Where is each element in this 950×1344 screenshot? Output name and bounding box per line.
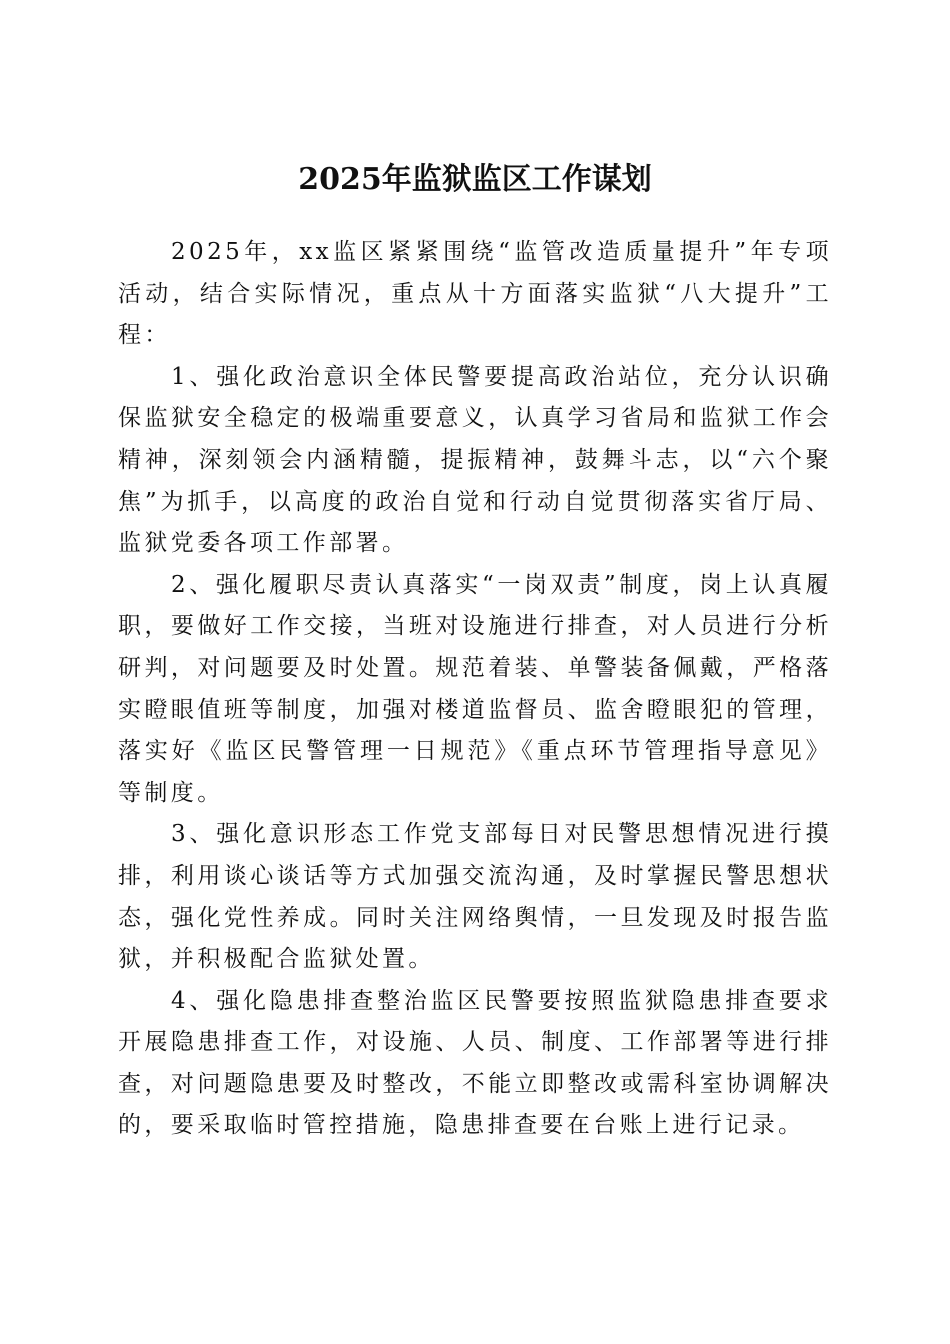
paragraph-item-3: 3、强化意识形态工作党支部每日对民警思想情况进行摸排，利用谈心谈话等方式加强交流沟通，及时掌握民警思想状态，强化党性养成。同时关注网络舆情，一旦发现及时报告监狱，并积极配合监狱处置。: [118, 821, 832, 973]
paragraph-item-2: 2、强化履职尽责认真落实“一岗双责”制度，岗上认真履职，要做好工作交接，当班对设施进行排查，对人员进行分析研判，对问题要及时处置。规范着装、单警装备佩戴，严格落实瞪眼值班等制度，加强对楼道监督员、监舍瞪眼犯的管理，落实好《监区民警管理一日规范》《重点环节管理指导意见》等制度。: [118, 571, 832, 806]
paragraph-intro: 2025年，xx监区紧紧围绕“监管改造质量提升”年专项活动，结合实际情况，重点从十方面落实监狱“八大提升”工程：: [118, 239, 832, 349]
document-body: [118, 232, 832, 1147]
document-title: 2025年监狱监区工作谋划: [298, 162, 652, 198]
paragraph-item-4: 4、强化隐患排查整治监区民警要按照监狱隐患排查要求开展隐患排查工作，对设施、人员、制度、工作部署等进行排查，对问题隐患要及时整改，不能立即整改或需科室协调解决的，要采取临时管控措施，隐患排查要在台账上进行记录。: [118, 987, 832, 1139]
paragraph-item-1: 1、强化政治意识全体民警要提高政治站位，充分认识确保监狱安全稳定的极端重要意义，认真学习省局和监狱工作会精神，深刻领会内涵精髓，提振精神，鼓舞斗志，以“六个聚焦”为抓手，以高度的政治自觉和行动自觉贯彻落实省厅局、监狱党委各项工作部署。: [118, 363, 832, 557]
